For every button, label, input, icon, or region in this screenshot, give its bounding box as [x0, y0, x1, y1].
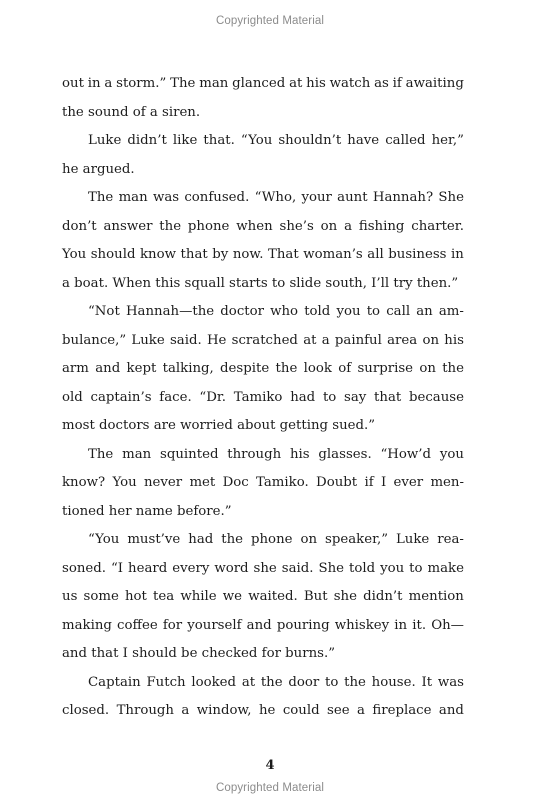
text-line: arm and kept talking, despite the look of surprise on the [62, 361, 464, 376]
text-line: closed. Through a window, he could see a fireplace and [62, 703, 464, 718]
text-line: “Not Hannah—the doctor who told you to call an am- [88, 304, 464, 319]
text-line: know? You never met Doc Tamiko. Doubt if I ever men- [62, 475, 464, 490]
text-line: tioned her name before.” [62, 503, 232, 519]
text-line: he argued. [62, 161, 135, 177]
copyright-watermark-top: Copyrighted Material [215, 15, 325, 27]
text-line: Captain Futch looked at the door to the house. It was [88, 674, 464, 690]
text-line: most doctors are worried about getting sued.” [62, 418, 376, 433]
text-line: “You must’ve had the phone on speaker,” Luke rea- [88, 532, 464, 547]
text-line: The man was confused. “Who, your aunt Hannah? She [88, 190, 464, 205]
page-number: 4 [265, 758, 275, 773]
text-line: The man squinted through his glasses. “How’d you [88, 446, 464, 462]
copyright-watermark-bottom: Copyrighted Material [215, 782, 325, 794]
text-line: and that I should be checked for burns.” [62, 646, 336, 661]
text-line: don’t answer the phone when she’s on a fishing charter. [62, 218, 464, 234]
text-line: out in a storm.” The man glanced at his watch as if awaiting [62, 76, 464, 91]
text-line: Luke didn’t like that. “You shouldn’t have called her,” [88, 133, 464, 148]
text-line: us some hot tea while we waited. But she didn’t mention [62, 589, 464, 604]
text-line: the sound of a siren. [62, 104, 201, 120]
text-line: old captain’s face. “Dr. Tamiko had to say that because [62, 389, 464, 405]
text-line: bulance,” Luke said. He scratched at a painful area on his [62, 332, 464, 348]
text-line: making coffee for yourself and pouring whiskey in it. Oh— [62, 617, 464, 633]
text-line: a boat. When this squall starts to slide south, I’ll try then.” [62, 275, 459, 291]
text-line: soned. “I heard every word she said. She told you to make [62, 560, 464, 576]
text-line: You should know that by now. That woman’s all business in [62, 247, 464, 262]
